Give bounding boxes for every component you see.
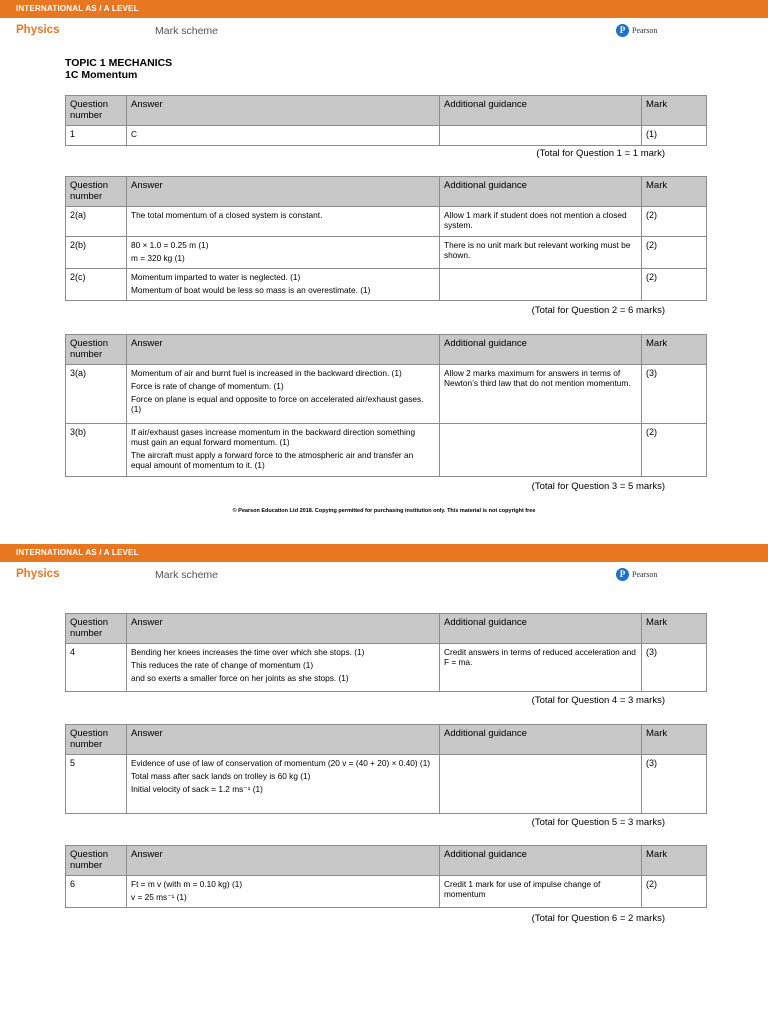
answer-line: m = 320 kg (1) [131,253,185,263]
guidance-cell: Allow 1 mark if student does not mention a closed system. [440,207,642,237]
mark-table-q5 [65,724,707,814]
mark-cell: (2) [642,269,707,301]
col-guidance: Additional guidance [440,335,642,365]
answer-line: Bending her knees increases the time over which she stops. (1) [131,647,365,657]
level-banner: INTERNATIONAL AS / A LEVEL [0,544,768,562]
col-guidance: Additional guidance [440,177,642,207]
answer-cell [127,237,440,269]
topic-heading [65,57,172,81]
answer-cell [127,876,440,908]
mark-table-q3 [65,334,707,477]
col-mark: Mark [642,725,707,755]
answer-line: Total mass after sack lands on trolley is 60 kg (1) [131,771,311,781]
col-answer: Answer [127,846,440,876]
guidance-cell: Credit answers in terms of reduced acceleration and F = ma. [440,644,642,692]
answer-line: v = 25 ms⁻¹ (1) [131,892,187,902]
copyright-footer: © Pearson Education Ltd 2018. Copying permitted for purchasing institution only. This material is not copyright free [232,508,536,514]
doc-type: Mark scheme [155,569,219,581]
answer-cell [127,755,440,814]
col-guidance: Additional guidance [440,614,642,644]
table-row [66,126,707,146]
question-number: 5 [66,755,127,814]
question-total: (Total for Question 1 = 1 mark) [536,148,665,159]
guidance-cell [440,424,642,477]
table-row [66,207,707,237]
col-answer: Answer [127,96,440,126]
question-total: (Total for Question 4 = 3 marks) [531,695,665,706]
guidance-cell: Credit 1 mark for use of impulse change of momentum [440,876,642,908]
col-answer: Answer [127,177,440,207]
pearson-logo-icon: P [616,24,629,37]
table-row [66,237,707,269]
col-question-number: Question number [66,725,127,755]
answer-line: If air/exhaust gases increase momentum in the backward direction something must gain an equal forward momentum. (1) [131,427,416,447]
answer-cell [127,424,440,477]
mark-cell: (2) [642,237,707,269]
col-guidance: Additional guidance [440,846,642,876]
answer-line: Momentum of boat would be less so mass is an overestimate. (1) [131,285,371,295]
col-question-number: Question number [66,177,127,207]
question-number: 2(b) [66,237,127,269]
col-guidance: Additional guidance [440,96,642,126]
answer-line: Force on plane is equal and opposite to force on accelerated air/exhaust gases. (1) [131,394,424,414]
col-question-number: Question number [66,846,127,876]
page-header-1 [0,0,768,46]
col-mark: Mark [642,614,707,644]
table-row [66,876,707,908]
answer-line: and so exerts a smaller force on her joints as she stops. (1) [131,673,349,683]
mark-cell: (2) [642,876,707,908]
col-mark: Mark [642,96,707,126]
pearson-logo-icon: P [616,568,629,581]
table-row [66,644,707,692]
subject-title: Physics [16,24,60,36]
brand-name: Pearson [632,26,658,35]
guidance-cell [440,126,642,146]
answer-cell [127,365,440,424]
guidance-cell [440,755,642,814]
col-mark: Mark [642,177,707,207]
mark-cell: (1) [642,126,707,146]
question-total: (Total for Question 3 = 5 marks) [531,481,665,492]
guidance-cell: There is no unit mark but relevant working must be shown. [440,237,642,269]
brand [616,568,657,581]
question-number: 3(a) [66,365,127,424]
subject-title: Physics [16,568,60,580]
question-number: 3(b) [66,424,127,477]
col-question-number: Question number [66,614,127,644]
mark-table-q2 [65,176,707,301]
guidance-cell [440,269,642,301]
question-number: 2(c) [66,269,127,301]
brand [616,24,657,37]
answer-line: Force is rate of change of momentum. (1) [131,381,284,391]
question-number: 2(a) [66,207,127,237]
topic-title: TOPIC 1 MECHANICS [65,57,173,69]
table-row [66,269,707,301]
answer-line: C [131,129,137,139]
mark-cell: (2) [642,207,707,237]
page-header-2 [0,544,768,590]
col-question-number: Question number [66,335,127,365]
brand-name: Pearson [632,570,658,579]
answer-cell [127,644,440,692]
answer-line: Momentum imparted to water is neglected. (1) [131,272,301,282]
question-total: (Total for Question 2 = 6 marks) [531,305,665,316]
col-question-number: Question number [66,96,127,126]
mark-cell: (3) [642,644,707,692]
doc-type: Mark scheme [155,25,219,37]
col-mark: Mark [642,335,707,365]
answer-line: The aircraft must apply a forward force to the atmospheric air and transfer an equal amount of momentum to it. (1) [131,450,414,470]
question-total: (Total for Question 6 = 2 marks) [531,913,665,924]
question-number: 6 [66,876,127,908]
answer-line: Initial velocity of sack = 1.2 ms⁻¹ (1) [131,784,263,794]
guidance-cell: Allow 2 marks maximum for answers in terms of Newton’s third law that do not mention momentum. [440,365,642,424]
col-answer: Answer [127,725,440,755]
answer-cell [127,207,440,237]
level-banner: INTERNATIONAL AS / A LEVEL [0,0,768,18]
mark-cell: (2) [642,424,707,477]
answer-line: This reduces the rate of change of momentum (1) [131,660,314,670]
mark-table-q4 [65,613,707,692]
answer-line: Momentum of air and burnt fuel is increased in the backward direction. (1) [131,368,402,378]
topic-subtitle: 1C Momentum [65,69,138,81]
mark-cell: (3) [642,365,707,424]
answer-line: Evidence of use of law of conservation of momentum (20 v = (40 + 20) × 0.40) (1) [131,758,431,768]
col-mark: Mark [642,846,707,876]
question-number: 1 [66,126,127,146]
col-answer: Answer [127,614,440,644]
mark-table-q1 [65,95,707,146]
answer-line: The total momentum of a closed system is constant. [131,210,323,220]
mark-cell: (3) [642,755,707,814]
table-row [66,424,707,477]
col-answer: Answer [127,335,440,365]
question-number: 4 [66,644,127,692]
mark-table-q6 [65,845,707,908]
question-total: (Total for Question 5 = 3 marks) [531,817,665,828]
table-row [66,755,707,814]
table-row [66,365,707,424]
answer-line: Ft = m v (with m = 0.10 kg) (1) [131,879,243,889]
answer-cell [127,126,440,146]
col-guidance: Additional guidance [440,725,642,755]
answer-line: 80 × 1.0 = 0.25 m (1) [131,240,209,250]
answer-cell [127,269,440,301]
